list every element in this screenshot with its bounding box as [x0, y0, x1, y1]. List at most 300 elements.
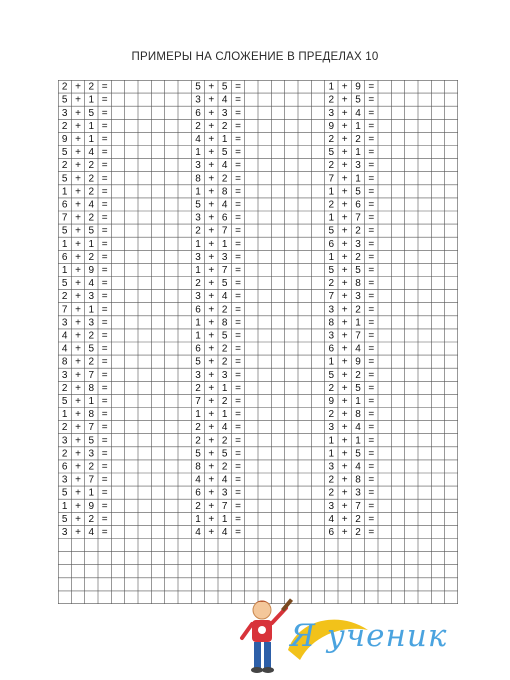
- equals-sign: =: [235, 395, 241, 407]
- equals-sign: =: [101, 120, 108, 132]
- plus-sign: +: [208, 304, 215, 316]
- operand: 7: [328, 291, 335, 303]
- operand: 3: [355, 487, 361, 499]
- plus-sign: +: [341, 81, 348, 93]
- operand: 1: [88, 238, 95, 250]
- operand: 5: [195, 356, 201, 368]
- operand: 7: [355, 500, 361, 512]
- operand: 1: [328, 435, 335, 447]
- equals-sign: =: [235, 422, 241, 434]
- equals-sign: =: [235, 382, 241, 394]
- operand: 2: [61, 422, 68, 434]
- operand: 3: [355, 291, 361, 303]
- operand: 8: [221, 186, 228, 198]
- operand: 1: [328, 81, 335, 93]
- equals-sign: =: [368, 94, 375, 106]
- equals-sign: =: [235, 291, 241, 303]
- plus-sign: +: [341, 474, 348, 486]
- operand: 3: [328, 500, 335, 512]
- operand: 5: [328, 264, 335, 276]
- plus-sign: +: [75, 251, 81, 263]
- operand: 7: [221, 500, 228, 512]
- operand: 2: [88, 173, 95, 185]
- operand: 5: [355, 382, 361, 394]
- plus-sign: +: [75, 500, 81, 512]
- plus-sign: +: [208, 513, 215, 525]
- operand: 2: [195, 382, 201, 394]
- operand: 3: [61, 526, 68, 538]
- operand: 3: [355, 238, 361, 250]
- operand: 1: [221, 133, 228, 145]
- plus-sign: +: [208, 487, 215, 499]
- plus-sign: +: [208, 448, 215, 460]
- operand: 3: [221, 487, 228, 499]
- operand: 5: [221, 81, 228, 93]
- equals-sign: =: [368, 199, 375, 211]
- equals-sign: =: [101, 133, 108, 145]
- operand: 9: [355, 356, 361, 368]
- equals-sign: =: [368, 225, 375, 237]
- equals-sign: =: [101, 422, 108, 434]
- plus-sign: +: [208, 356, 215, 368]
- operand: 6: [328, 343, 335, 355]
- equals-sign: =: [368, 395, 375, 407]
- operand: 4: [221, 474, 228, 486]
- operand: 2: [328, 160, 335, 172]
- operand: 5: [355, 94, 361, 106]
- plus-sign: +: [208, 330, 215, 342]
- plus-sign: +: [341, 173, 348, 185]
- plus-sign: +: [75, 474, 81, 486]
- equals-sign: =: [368, 264, 375, 276]
- operand: 2: [355, 304, 361, 316]
- operand: 7: [355, 212, 361, 224]
- plus-sign: +: [341, 343, 348, 355]
- plus-sign: +: [75, 147, 81, 159]
- operand: 5: [221, 278, 228, 290]
- equals-sign: =: [368, 343, 375, 355]
- operand: 4: [88, 147, 95, 159]
- operand: 2: [328, 409, 335, 421]
- operand: 4: [61, 330, 68, 342]
- plus-sign: +: [341, 461, 348, 473]
- operand: 9: [355, 81, 361, 93]
- operand: 2: [195, 422, 201, 434]
- operand: 5: [328, 147, 335, 159]
- operand: 1: [355, 435, 361, 447]
- equals-sign: =: [368, 461, 375, 473]
- plus-sign: +: [341, 251, 348, 263]
- operand: 2: [88, 251, 95, 263]
- operand: 3: [61, 474, 68, 486]
- plus-sign: +: [341, 304, 348, 316]
- operand: 8: [61, 356, 68, 368]
- operand: 5: [328, 225, 335, 237]
- plus-sign: +: [75, 422, 81, 434]
- operand: 3: [61, 369, 68, 381]
- operand: 5: [195, 448, 201, 460]
- plus-sign: +: [341, 422, 348, 434]
- operand: 5: [88, 225, 95, 237]
- operand: 7: [88, 369, 95, 381]
- plus-sign: +: [208, 461, 215, 473]
- equals-sign: =: [235, 409, 241, 421]
- operand: 1: [61, 409, 68, 421]
- plus-sign: +: [341, 147, 348, 159]
- equals-sign: =: [235, 264, 241, 276]
- operand: 5: [88, 343, 95, 355]
- plus-sign: +: [341, 94, 348, 106]
- operand: 1: [195, 147, 201, 159]
- equals-sign: =: [235, 160, 241, 172]
- operand: 1: [195, 317, 201, 329]
- plus-sign: +: [341, 369, 348, 381]
- plus-sign: +: [75, 317, 81, 329]
- operand: 1: [221, 513, 228, 525]
- operand: 1: [88, 304, 95, 316]
- plus-sign: +: [208, 369, 215, 381]
- plus-sign: +: [341, 291, 348, 303]
- operand: 2: [88, 186, 95, 198]
- operand: 7: [328, 173, 335, 185]
- equals-sign: =: [101, 94, 108, 106]
- equals-sign: =: [235, 343, 241, 355]
- operand: 9: [88, 500, 95, 512]
- operand: 2: [221, 304, 228, 316]
- operand: 3: [195, 251, 201, 263]
- operand: 2: [328, 278, 335, 290]
- plus-sign: +: [208, 173, 215, 185]
- plus-sign: +: [208, 107, 215, 119]
- equals-sign: =: [368, 251, 375, 263]
- equals-sign: =: [101, 81, 108, 93]
- plus-sign: +: [341, 199, 348, 211]
- operand: 4: [221, 199, 228, 211]
- operand: 6: [195, 343, 201, 355]
- plus-sign: +: [341, 238, 348, 250]
- operand: 7: [355, 330, 361, 342]
- equals-sign: =: [101, 212, 108, 224]
- operand: 9: [328, 395, 335, 407]
- equals-sign: =: [235, 513, 241, 525]
- plus-sign: +: [341, 356, 348, 368]
- equals-sign: =: [235, 487, 241, 499]
- plus-sign: +: [208, 291, 215, 303]
- plus-sign: +: [341, 487, 348, 499]
- equals-sign: =: [235, 461, 241, 473]
- equals-sign: =: [368, 422, 375, 434]
- equals-sign: =: [235, 435, 241, 447]
- operand: 3: [221, 251, 228, 263]
- operand: 2: [195, 278, 201, 290]
- operand: 8: [328, 317, 335, 329]
- operand: 6: [61, 199, 68, 211]
- equals-sign: =: [235, 81, 241, 93]
- operand: 6: [61, 461, 68, 473]
- operand: 9: [88, 264, 95, 276]
- equals-sign: =: [101, 147, 108, 159]
- equals-sign: =: [368, 304, 375, 316]
- equals-sign: =: [235, 251, 241, 263]
- operand: 2: [355, 133, 361, 145]
- plus-sign: +: [208, 251, 215, 263]
- operand: 9: [328, 120, 335, 132]
- operand: 3: [88, 448, 95, 460]
- equals-sign: =: [368, 409, 375, 421]
- plus-sign: +: [75, 133, 81, 145]
- operand: 7: [221, 225, 228, 237]
- operand: 1: [221, 382, 228, 394]
- operand: 2: [355, 225, 361, 237]
- plus-sign: +: [75, 330, 81, 342]
- operand: 1: [221, 409, 228, 421]
- plus-sign: +: [208, 238, 215, 250]
- operand: 6: [355, 199, 361, 211]
- equals-sign: =: [368, 487, 375, 499]
- plus-sign: +: [75, 435, 81, 447]
- equals-sign: =: [235, 133, 241, 145]
- exercise-grid: [58, 80, 458, 604]
- plus-sign: +: [208, 81, 215, 93]
- equals-sign: =: [101, 409, 108, 421]
- plus-sign: +: [208, 186, 215, 198]
- operand: 6: [328, 238, 335, 250]
- plus-sign: +: [341, 212, 348, 224]
- operand: 3: [195, 94, 201, 106]
- plus-sign: +: [75, 238, 81, 250]
- equals-sign: =: [101, 487, 108, 499]
- plus-sign: +: [341, 317, 348, 329]
- equals-sign: =: [368, 382, 375, 394]
- plus-sign: +: [208, 317, 215, 329]
- equals-sign: =: [368, 330, 375, 342]
- equals-sign: =: [368, 500, 375, 512]
- operand: 2: [221, 461, 228, 473]
- operand: 2: [61, 81, 68, 93]
- equals-sign: =: [101, 395, 108, 407]
- equals-sign: =: [235, 304, 241, 316]
- plus-sign: +: [208, 382, 215, 394]
- plus-sign: +: [75, 212, 81, 224]
- brand-logo-text: Я ученик: [290, 618, 448, 654]
- plus-sign: +: [341, 448, 348, 460]
- operand: 5: [221, 330, 228, 342]
- equals-sign: =: [235, 94, 241, 106]
- plus-sign: +: [75, 343, 81, 355]
- plus-sign: +: [341, 225, 348, 237]
- operand: 1: [355, 147, 361, 159]
- operand: 2: [88, 160, 95, 172]
- operand: 7: [61, 212, 68, 224]
- operand: 4: [355, 107, 361, 119]
- plus-sign: +: [75, 107, 81, 119]
- equals-sign: =: [235, 474, 241, 486]
- equals-sign: =: [101, 238, 108, 250]
- operand: 2: [221, 173, 228, 185]
- operand: 3: [61, 435, 68, 447]
- plus-sign: +: [75, 186, 81, 198]
- operand: 5: [61, 94, 68, 106]
- equals-sign: =: [101, 526, 108, 538]
- equals-sign: =: [101, 500, 108, 512]
- operand: 1: [195, 409, 201, 421]
- operand: 4: [221, 422, 228, 434]
- equals-sign: =: [101, 461, 108, 473]
- operand: 4: [195, 474, 201, 486]
- operand: 5: [61, 395, 68, 407]
- plus-sign: +: [75, 395, 81, 407]
- operand: 4: [355, 461, 361, 473]
- operand: 2: [61, 382, 68, 394]
- operand: 3: [328, 422, 335, 434]
- equals-sign: =: [368, 526, 375, 538]
- plus-sign: +: [208, 120, 215, 132]
- operand: 3: [195, 212, 201, 224]
- page-title: ПРИМЕРЫ НА СЛОЖЕНИЕ В ПРЕДЕЛАХ 10: [131, 51, 379, 63]
- plus-sign: +: [75, 356, 81, 368]
- operand: 7: [61, 304, 68, 316]
- equals-sign: =: [101, 304, 108, 316]
- operand: 1: [195, 186, 201, 198]
- plus-sign: +: [75, 173, 81, 185]
- equals-sign: =: [101, 356, 108, 368]
- operand: 2: [61, 448, 68, 460]
- plus-sign: +: [75, 291, 81, 303]
- plus-sign: +: [75, 369, 81, 381]
- plus-sign: +: [208, 133, 215, 145]
- operand: 3: [195, 291, 201, 303]
- equals-sign: =: [101, 330, 108, 342]
- operand: 1: [355, 395, 361, 407]
- equals-sign: =: [101, 173, 108, 185]
- plus-sign: +: [75, 160, 81, 172]
- equals-sign: =: [101, 369, 108, 381]
- grid-lines: [58, 80, 458, 604]
- operand: 1: [221, 238, 228, 250]
- operand: 2: [61, 291, 68, 303]
- equals-sign: =: [101, 382, 108, 394]
- equals-sign: =: [368, 513, 375, 525]
- operand: 1: [88, 94, 95, 106]
- operand: 6: [61, 251, 68, 263]
- operand: 4: [221, 94, 228, 106]
- operand: 2: [221, 395, 228, 407]
- equals-sign: =: [101, 186, 108, 198]
- operand: 7: [221, 264, 228, 276]
- equals-sign: =: [101, 343, 108, 355]
- plus-sign: +: [75, 382, 81, 394]
- operand: 4: [88, 199, 95, 211]
- operand: 6: [195, 487, 201, 499]
- plus-sign: +: [341, 120, 348, 132]
- operand: 2: [355, 513, 361, 525]
- plus-sign: +: [341, 526, 348, 538]
- operand: 2: [221, 343, 228, 355]
- plus-sign: +: [341, 264, 348, 276]
- operand: 3: [221, 369, 228, 381]
- equals-sign: =: [368, 160, 375, 172]
- operand: 3: [328, 107, 335, 119]
- equals-sign: =: [235, 526, 241, 538]
- equals-sign: =: [235, 330, 241, 342]
- plus-sign: +: [75, 81, 81, 93]
- plus-sign: +: [341, 500, 348, 512]
- operand: 5: [328, 369, 335, 381]
- operand: 6: [195, 304, 201, 316]
- equals-sign: =: [101, 513, 108, 525]
- equals-sign: =: [235, 238, 241, 250]
- operand: 2: [88, 356, 95, 368]
- equals-sign: =: [235, 225, 241, 237]
- operand: 8: [355, 409, 361, 421]
- operand: 8: [195, 173, 201, 185]
- operand: 9: [61, 133, 68, 145]
- operand: 1: [195, 264, 201, 276]
- operand: 5: [61, 487, 68, 499]
- operand: 8: [88, 409, 95, 421]
- equals-sign: =: [235, 107, 241, 119]
- plus-sign: +: [75, 513, 81, 525]
- equals-sign: =: [368, 107, 375, 119]
- operand: 8: [195, 461, 201, 473]
- operand: 8: [355, 474, 361, 486]
- operand: 2: [195, 225, 201, 237]
- plus-sign: +: [341, 278, 348, 290]
- plus-sign: +: [208, 94, 215, 106]
- plus-sign: +: [208, 212, 215, 224]
- operand: 6: [328, 526, 335, 538]
- equals-sign: =: [235, 186, 241, 198]
- operand: 2: [61, 160, 68, 172]
- operand: 2: [195, 500, 201, 512]
- plus-sign: +: [341, 186, 348, 198]
- operand: 4: [221, 160, 228, 172]
- operand: 1: [328, 186, 335, 198]
- operand: 2: [355, 369, 361, 381]
- equals-sign: =: [235, 500, 241, 512]
- equals-sign: =: [368, 356, 375, 368]
- plus-sign: +: [75, 120, 81, 132]
- operand: 3: [61, 107, 68, 119]
- plus-sign: +: [75, 487, 81, 499]
- plus-sign: +: [208, 409, 215, 421]
- operand: 7: [88, 474, 95, 486]
- operand: 4: [88, 278, 95, 290]
- plus-sign: +: [75, 409, 81, 421]
- equals-sign: =: [101, 264, 108, 276]
- plus-sign: +: [341, 107, 348, 119]
- operand: 1: [355, 317, 361, 329]
- equals-sign: =: [368, 173, 375, 185]
- plus-sign: +: [341, 382, 348, 394]
- operand: 2: [328, 382, 335, 394]
- equals-sign: =: [368, 317, 375, 329]
- equals-sign: =: [235, 147, 241, 159]
- operand: 3: [195, 160, 201, 172]
- operand: 5: [195, 81, 201, 93]
- operand: 2: [221, 120, 228, 132]
- operand: 5: [221, 147, 228, 159]
- operand: 2: [328, 474, 335, 486]
- operand: 5: [61, 147, 68, 159]
- operand: 1: [88, 487, 95, 499]
- plus-sign: +: [75, 264, 81, 276]
- plus-sign: +: [341, 435, 348, 447]
- equals-sign: =: [235, 448, 241, 460]
- equals-sign: =: [101, 435, 108, 447]
- plus-sign: +: [341, 330, 348, 342]
- equals-sign: =: [101, 278, 108, 290]
